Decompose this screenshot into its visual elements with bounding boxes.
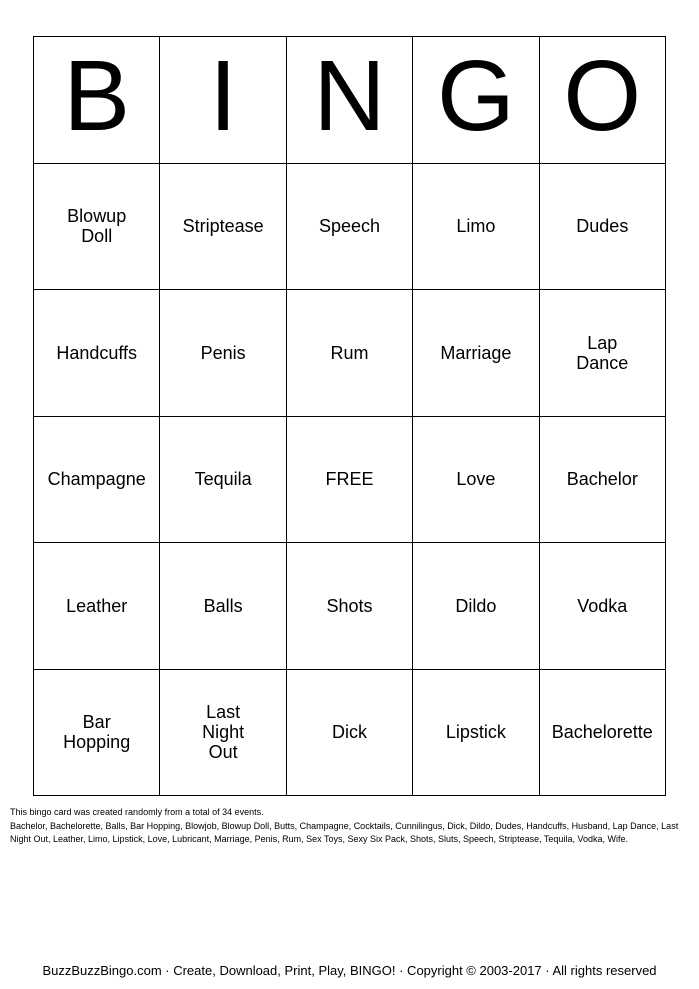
- bingo-cell: Marriage: [413, 290, 539, 417]
- header-letter-i: [160, 37, 286, 164]
- bingo-cell: Love: [413, 417, 539, 544]
- bingo-cell: Bachelorette: [540, 670, 666, 797]
- bingo-cell: Handcuffs: [34, 290, 160, 417]
- page-footer: BuzzBuzzBingo.com · Create, Download, Print, Play, BINGO! · Copyright © 2003-2017 · All rights reserved: [42, 963, 657, 978]
- header-letter-n: [287, 37, 413, 164]
- bingo-cell: Dudes: [540, 164, 666, 291]
- header-letter: O: [563, 39, 642, 152]
- bingo-card: [33, 36, 666, 796]
- bingo-cell: Limo: [413, 164, 539, 291]
- header-letter: B: [63, 39, 131, 152]
- bingo-cell: Bachelor: [540, 417, 666, 544]
- bingo-cell: Blowup Doll: [34, 164, 160, 291]
- bingo-cell: Dildo: [413, 543, 539, 670]
- header-letter-o: [540, 37, 666, 164]
- header-letter: G: [436, 39, 515, 152]
- bingo-cell: Shots: [287, 543, 413, 670]
- card-notes: [10, 806, 694, 847]
- bingo-cell: Penis: [160, 290, 286, 417]
- header-letter: N: [313, 39, 386, 152]
- header-letter-g: [413, 37, 539, 164]
- free-space-cell: FREE: [287, 417, 413, 544]
- bingo-cell: Bar Hopping: [34, 670, 160, 797]
- bingo-cell: Leather: [34, 543, 160, 670]
- notes-summary: This bingo card was created randomly from a total of 34 events.: [10, 807, 264, 817]
- bingo-cell: Champagne: [34, 417, 160, 544]
- bingo-cell: Balls: [160, 543, 286, 670]
- notes-event-list: Bachelor, Bachelorette, Balls, Bar Hopping, Blowjob, Blowup Doll, Butts, Champagne, Cocktails, Cunnilingus, Dick, Dildo, Dudes, Handcuffs, Husband, Lap Dance, Last Night Out, Leather, Limo, Lipstick, Love, Lubricant, Marriage, Penis, Rum, Sex Toys, Sexy Six Pack, Shots, Sluts, Speech, Striptease, Tequila, Vodka, Wife.: [10, 820, 679, 844]
- header-letter: I: [209, 39, 237, 152]
- bingo-cell: Lap Dance: [540, 290, 666, 417]
- bingo-cell: Vodka: [540, 543, 666, 670]
- header-letter-b: [34, 37, 160, 164]
- bingo-cell: Lipstick: [413, 670, 539, 797]
- bingo-cell: Rum: [287, 290, 413, 417]
- bingo-cell: Striptease: [160, 164, 286, 291]
- bingo-cell: Dick: [287, 670, 413, 797]
- bingo-cell: Tequila: [160, 417, 286, 544]
- bingo-cell: Last Night Out: [160, 670, 286, 797]
- bingo-cell: Speech: [287, 164, 413, 291]
